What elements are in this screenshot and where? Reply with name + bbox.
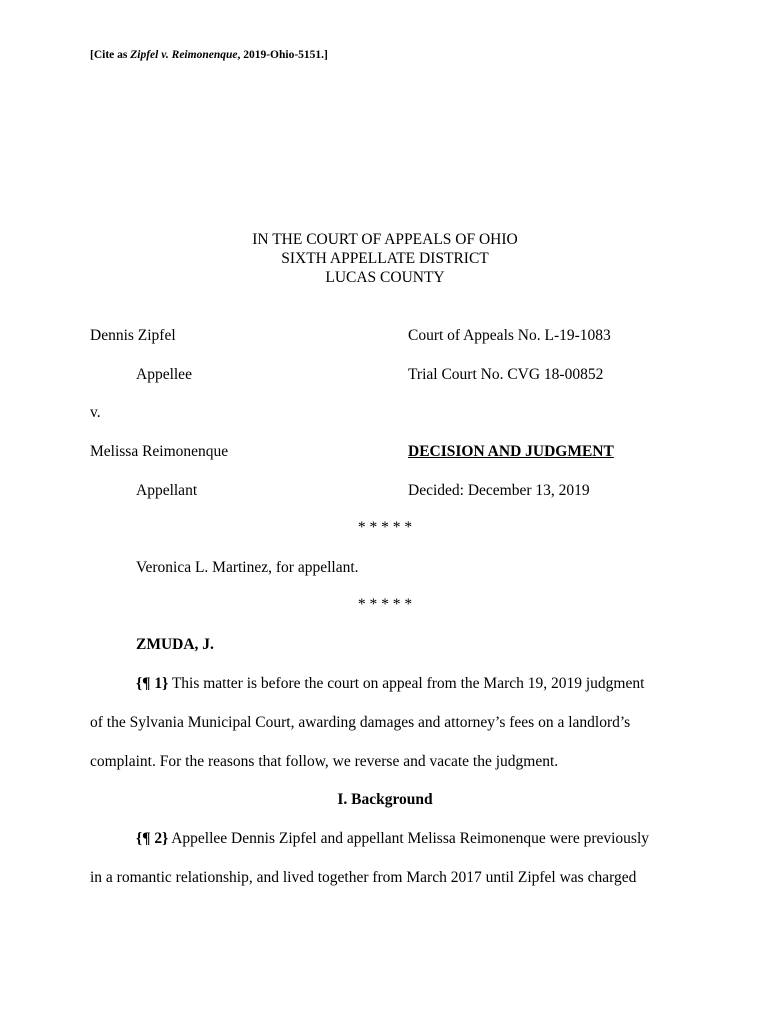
author-judge: ZMUDA, J.: [136, 636, 214, 653]
paragraph-1-line-3: complaint. For the reasons that follow, we reverse and vacate the judgment.: [90, 753, 559, 770]
separator-stars: * * * * *: [357, 596, 413, 613]
appellee-name: Dennis Zipfel: [90, 327, 176, 344]
appeals-number: Court of Appeals No. L-19-1083: [408, 327, 611, 344]
citation-case-name: Zipfel v. Reimonenque: [130, 49, 238, 61]
counsel-line: Veronica L. Martinez, for appellant.: [136, 559, 359, 576]
paragraph-2-line-2: in a romantic relationship, and lived together from March 2017 until Zipfel was charged: [90, 869, 637, 886]
court-header-line2: SIXTH APPELLATE DISTRICT: [281, 250, 489, 267]
separator-stars: * * * * *: [357, 519, 413, 536]
citation-rest: , 2019-Ohio-5151.]: [237, 49, 328, 61]
appellant-role: Appellant: [136, 482, 198, 499]
decided-date: Decided: December 13, 2019: [408, 482, 590, 499]
paragraph-text: This matter is before the court on appeal from the March 19, 2019 judgment: [168, 675, 645, 692]
paragraph-marker: {¶ 1}: [136, 675, 169, 692]
trial-court-number: Trial Court No. CVG 18-00852: [408, 366, 604, 383]
court-header-line3: LUCAS COUNTY: [325, 269, 445, 286]
paragraph-1-line-1: [136, 675, 644, 693]
appellee-role: Appellee: [136, 366, 192, 383]
decision-title: DECISION AND JUDGMENT: [408, 443, 614, 460]
court-header-line1: IN THE COURT OF APPEALS OF OHIO: [252, 231, 518, 248]
paragraph-text: Appellee Dennis Zipfel and appellant Melissa Reimonenque were previously: [168, 830, 650, 847]
versus: v.: [90, 404, 101, 421]
citation-open: [Cite as: [90, 49, 131, 61]
appellant-name: Melissa Reimonenque: [90, 443, 229, 460]
paragraph-2-line-1: [136, 830, 649, 848]
paragraph-1-line-2: of the Sylvania Municipal Court, awarding damages and attorney’s fees on a landlord’s: [90, 714, 631, 731]
paragraph-marker: {¶ 2}: [136, 830, 169, 847]
citation-line: [90, 46, 328, 64]
section-heading: I. Background: [337, 791, 433, 808]
